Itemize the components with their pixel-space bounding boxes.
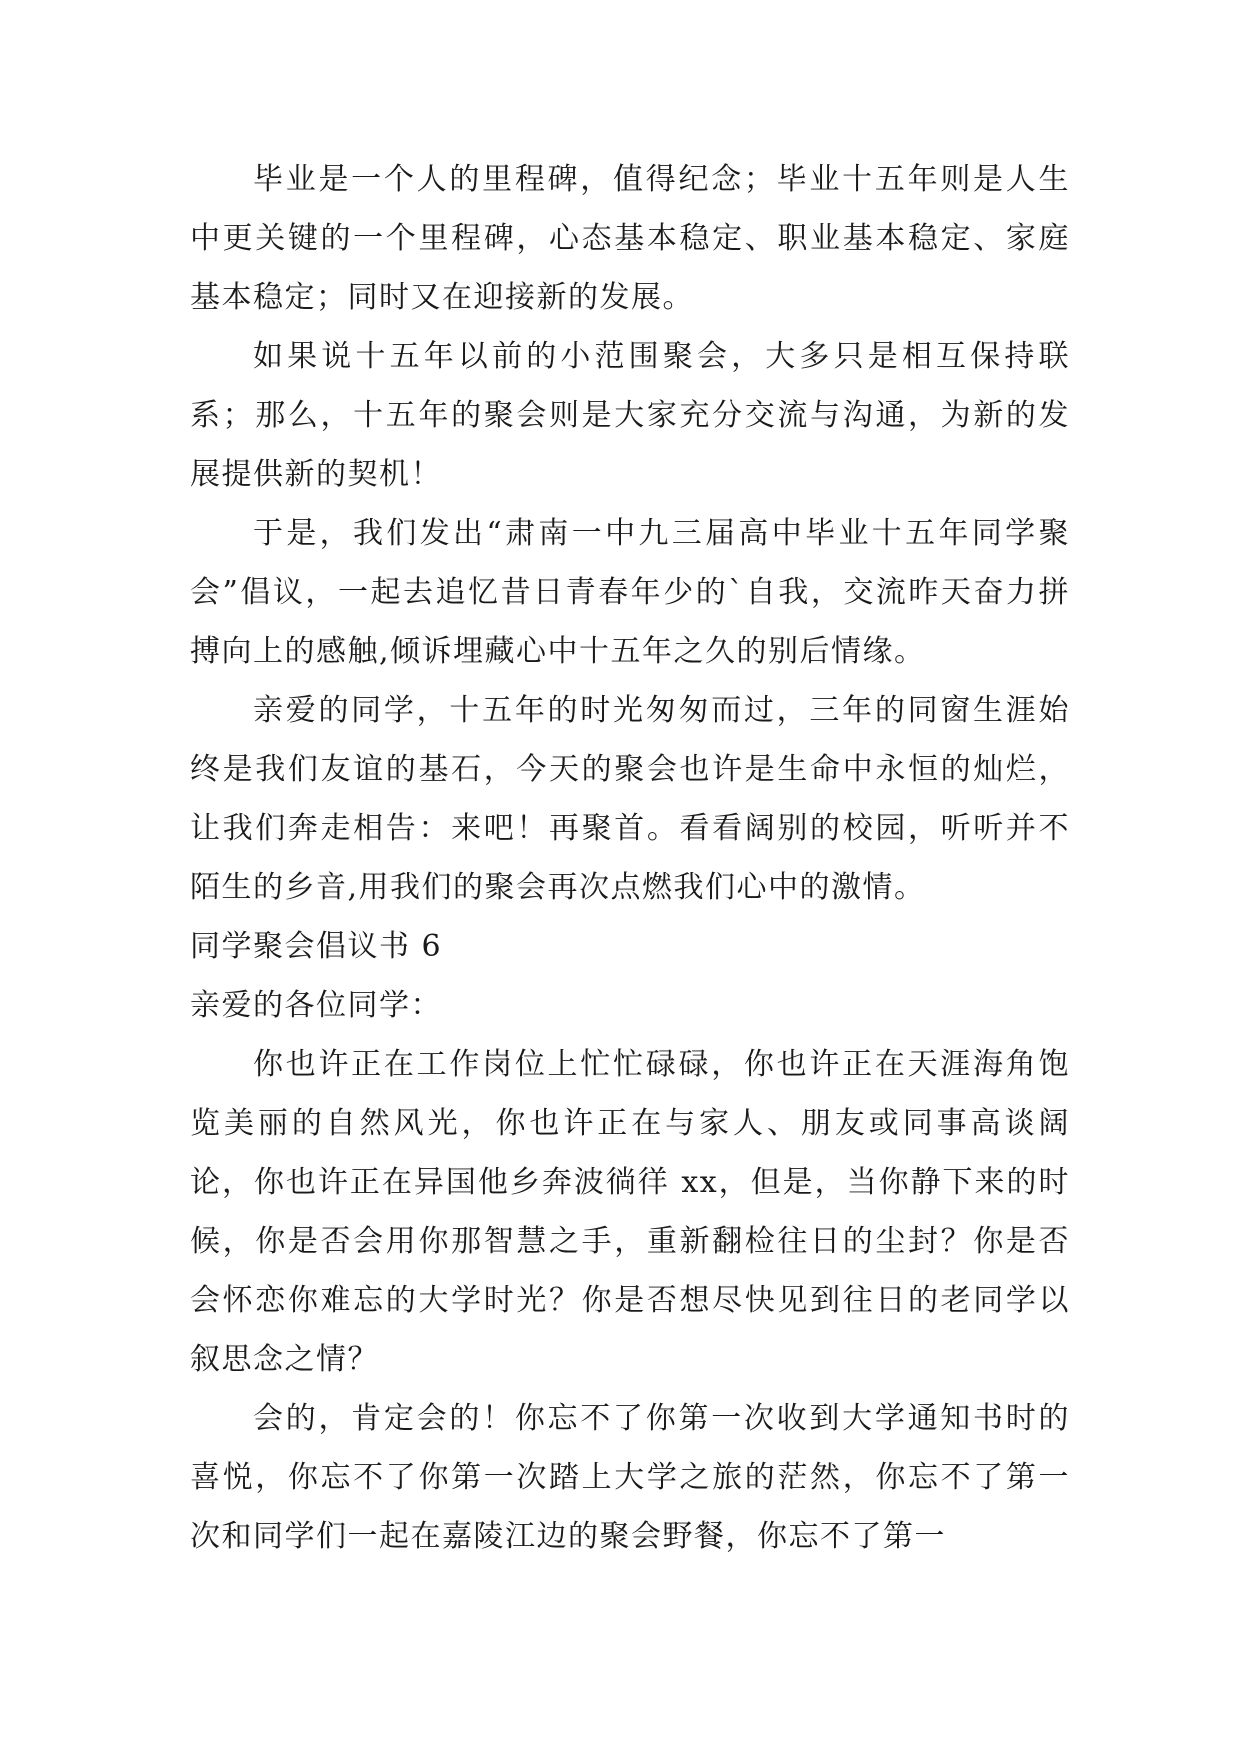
paragraph-reflection: 你也许正在工作岗位上忙忙碌碌，你也许正在天涯海角饱览美丽的自然风光，你也许正在与家人、朋友或同事高谈阔论，你也许正在异国他乡奔波徜徉 xx，但是，当你静下来的时候，你是否会用你那智慧之手，重新翻检往日的尘封？你是否会怀恋你难忘的大学时光？你是否想尽快见到往日的老同学以叙思念之情？ (190, 1047, 1070, 1377)
section-heading: 同学聚会倡议书 6 (190, 929, 443, 964)
paragraph-invitation: 亲爱的同学，十五年的时光匆匆而过，三年的同窗生涯始终是我们友谊的基石，今天的聚会也许是生命中永恒的灿烂，让我们奔走相告：来吧！再聚首。看看阔别的校园，听听并不陌生的乡音,用我们的聚会再次点燃我们心中的激情。 (190, 693, 1070, 905)
paragraph-memories: 会的，肯定会的！你忘不了你第一次收到大学通知书时的喜悦，你忘不了你第一次踏上大学之旅的茫然，你忘不了第一次和同学们一起在嘉陵江边的聚会野餐，你忘不了第一 (190, 1401, 1070, 1554)
paragraph-milestone: 毕业是一个人的里程碑，值得纪念；毕业十五年则是人生中更关键的一个里程碑，心态基本稳定、职业基本稳定、家庭基本稳定；同时又在迎接新的发展。 (190, 162, 1070, 315)
paragraph-proposal: 于是，我们发出“肃南一中九三届高中毕业十五年同学聚会”倡议，一起去追忆昔日青春年少的`自我，交流昨天奋力拼搏向上的感触,倾诉埋藏心中十五年之久的别后情缘。 (190, 516, 1070, 669)
paragraph-gathering: 如果说十五年以前的小范围聚会，大多只是相互保持联系；那么，十五年的聚会则是大家充分交流与沟通，为新的发展提供新的契机！ (190, 339, 1070, 492)
salutation: 亲爱的各位同学： (190, 988, 442, 1023)
document-body (190, 150, 1070, 1566)
